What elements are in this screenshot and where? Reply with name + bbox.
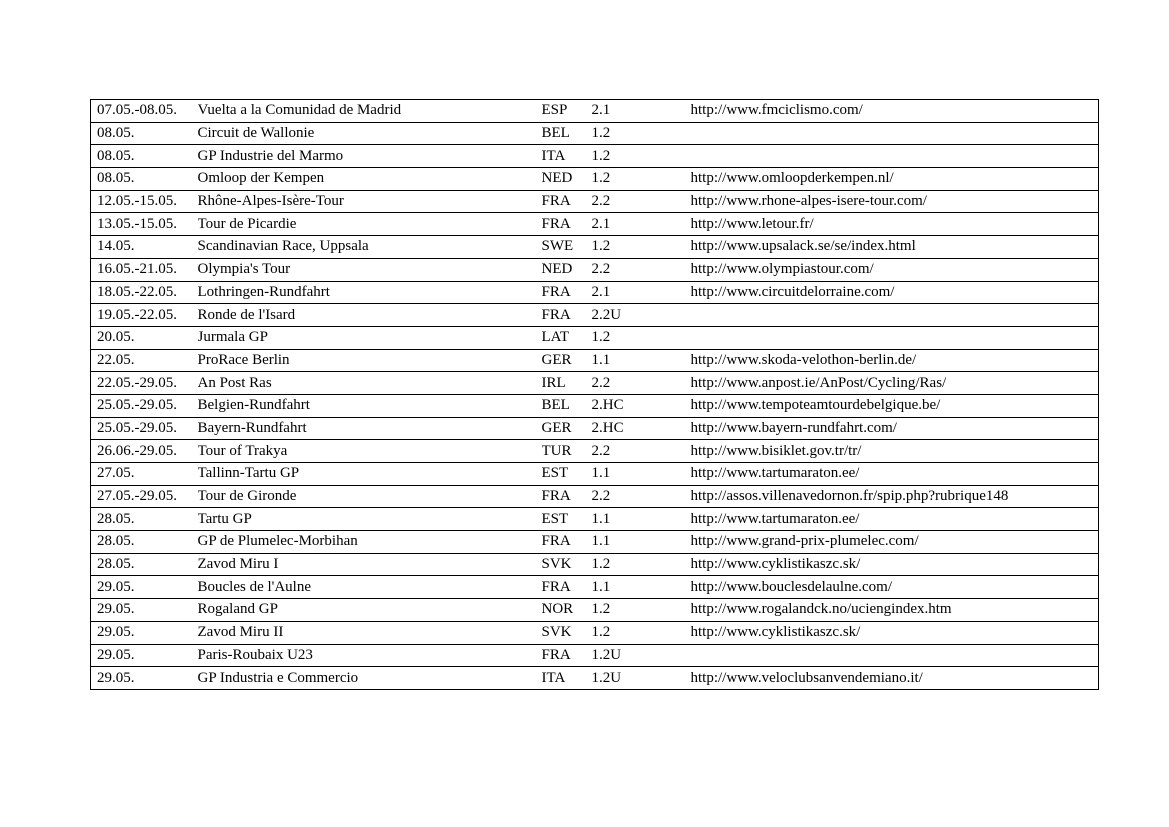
race-date: 08.05.: [91, 145, 198, 168]
race-class: 2.HC: [592, 417, 691, 440]
race-url[interactable]: http://www.tartumaraton.ee/: [691, 508, 1099, 531]
race-name: Tartu GP: [198, 508, 542, 531]
race-calendar-table: [90, 99, 1099, 690]
race-class: 2.2: [592, 372, 691, 395]
race-class: 1.2: [592, 168, 691, 191]
race-url[interactable]: http://www.skoda-velothon-berlin.de/: [691, 349, 1099, 372]
race-url: [691, 122, 1099, 145]
race-country: ITA: [542, 667, 592, 690]
race-url: [691, 304, 1099, 327]
table-row: [91, 599, 1099, 622]
race-class: 1.2U: [592, 644, 691, 667]
race-country: NOR: [542, 599, 592, 622]
race-date: 29.05.: [91, 667, 198, 690]
race-rows: [91, 100, 1099, 690]
race-name: Boucles de l'Aulne: [198, 576, 542, 599]
race-name: Paris-Roubaix U23: [198, 644, 542, 667]
race-class: 2.2U: [592, 304, 691, 327]
race-name: Tour de Gironde: [198, 485, 542, 508]
race-class: 2.2: [592, 485, 691, 508]
race-url[interactable]: http://www.tartumaraton.ee/: [691, 463, 1099, 486]
race-date: 08.05.: [91, 168, 198, 191]
race-url[interactable]: http://www.fmciclismo.com/: [691, 100, 1099, 123]
race-name: Omloop der Kempen: [198, 168, 542, 191]
race-url[interactable]: http://www.olympiastour.com/: [691, 258, 1099, 281]
race-name: Tallinn-Tartu GP: [198, 463, 542, 486]
race-country: FRA: [542, 644, 592, 667]
race-url[interactable]: http://www.upsalack.se/se/index.html: [691, 236, 1099, 259]
race-country: SWE: [542, 236, 592, 259]
table-row: [91, 644, 1099, 667]
table-row: [91, 463, 1099, 486]
table-row: [91, 190, 1099, 213]
race-name: Lothringen-Rundfahrt: [198, 281, 542, 304]
race-url[interactable]: http://www.bayern-rundfahrt.com/: [691, 417, 1099, 440]
race-date: 29.05.: [91, 621, 198, 644]
table-row: [91, 576, 1099, 599]
race-date: 13.05.-15.05.: [91, 213, 198, 236]
table-row: [91, 349, 1099, 372]
race-name: Jurmala GP: [198, 326, 542, 349]
race-name: Belgien-Rundfahrt: [198, 394, 542, 417]
race-country: BEL: [542, 122, 592, 145]
race-name: Zavod Miru I: [198, 553, 542, 576]
table-row: [91, 531, 1099, 554]
table-row: [91, 258, 1099, 281]
table-row: [91, 122, 1099, 145]
race-country: FRA: [542, 304, 592, 327]
race-url[interactable]: http://www.rogalandck.no/uciengindex.htm: [691, 599, 1099, 622]
race-class: 1.2: [592, 236, 691, 259]
race-class: 1.2: [592, 122, 691, 145]
race-class: 2.HC: [592, 394, 691, 417]
race-name: Rhône-Alpes-Isère-Tour: [198, 190, 542, 213]
race-name: Zavod Miru II: [198, 621, 542, 644]
table-row: [91, 553, 1099, 576]
race-url[interactable]: http://www.rhone-alpes-isere-tour.com/: [691, 190, 1099, 213]
race-name: Rogaland GP: [198, 599, 542, 622]
race-country: FRA: [542, 576, 592, 599]
race-country: FRA: [542, 281, 592, 304]
race-country: EST: [542, 508, 592, 531]
race-date: 27.05.-29.05.: [91, 485, 198, 508]
race-name: Tour of Trakya: [198, 440, 542, 463]
race-url[interactable]: http://www.tempoteamtourdebelgique.be/: [691, 394, 1099, 417]
race-country: ESP: [542, 100, 592, 123]
table-row: [91, 281, 1099, 304]
race-date: 26.06.-29.05.: [91, 440, 198, 463]
race-name: Circuit de Wallonie: [198, 122, 542, 145]
race-class: 2.1: [592, 100, 691, 123]
race-date: 25.05.-29.05.: [91, 417, 198, 440]
race-country: BEL: [542, 394, 592, 417]
race-url[interactable]: http://www.letour.fr/: [691, 213, 1099, 236]
race-class: 2.2: [592, 190, 691, 213]
race-url[interactable]: http://www.cyklistikaszc.sk/: [691, 553, 1099, 576]
table-row: [91, 145, 1099, 168]
race-country: SVK: [542, 621, 592, 644]
race-country: EST: [542, 463, 592, 486]
race-url[interactable]: http://www.bouclesdelaulne.com/: [691, 576, 1099, 599]
race-class: 1.1: [592, 576, 691, 599]
race-country: LAT: [542, 326, 592, 349]
race-class: 2.1: [592, 213, 691, 236]
race-class: 1.1: [592, 349, 691, 372]
race-name: GP Industria e Commercio: [198, 667, 542, 690]
table-row: [91, 304, 1099, 327]
race-name: GP de Plumelec-Morbihan: [198, 531, 542, 554]
race-url[interactable]: http://assos.villenavedornon.fr/spip.php?rubrique148: [691, 485, 1099, 508]
race-date: 20.05.: [91, 326, 198, 349]
table-row: [91, 440, 1099, 463]
table-row: [91, 621, 1099, 644]
race-url[interactable]: http://www.anpost.ie/AnPost/Cycling/Ras/: [691, 372, 1099, 395]
race-class: 2.2: [592, 440, 691, 463]
race-name: Ronde de l'Isard: [198, 304, 542, 327]
race-country: IRL: [542, 372, 592, 395]
race-country: ITA: [542, 145, 592, 168]
race-date: 08.05.: [91, 122, 198, 145]
table-row: [91, 236, 1099, 259]
race-country: GER: [542, 349, 592, 372]
race-url: [691, 145, 1099, 168]
race-class: 1.2: [592, 621, 691, 644]
race-url: [691, 644, 1099, 667]
race-url[interactable]: http://www.circuitdelorraine.com/: [691, 281, 1099, 304]
race-date: 29.05.: [91, 576, 198, 599]
race-country: TUR: [542, 440, 592, 463]
race-name: Scandinavian Race, Uppsala: [198, 236, 542, 259]
race-country: SVK: [542, 553, 592, 576]
race-country: FRA: [542, 485, 592, 508]
race-date: 18.05.-22.05.: [91, 281, 198, 304]
race-name: Olympia's Tour: [198, 258, 542, 281]
race-date: 16.05.-21.05.: [91, 258, 198, 281]
race-url[interactable]: http://www.grand-prix-plumelec.com/: [691, 531, 1099, 554]
race-date: 28.05.: [91, 553, 198, 576]
race-name: Bayern-Rundfahrt: [198, 417, 542, 440]
table-row: [91, 213, 1099, 236]
race-date: 25.05.-29.05.: [91, 394, 198, 417]
race-url[interactable]: http://www.omloopderkempen.nl/: [691, 168, 1099, 191]
race-country: FRA: [542, 190, 592, 213]
race-country: FRA: [542, 213, 592, 236]
table-row: [91, 326, 1099, 349]
race-url: [691, 326, 1099, 349]
race-class: 1.2: [592, 326, 691, 349]
race-date: 19.05.-22.05.: [91, 304, 198, 327]
race-class: 1.1: [592, 463, 691, 486]
race-date: 28.05.: [91, 508, 198, 531]
table-row: [91, 667, 1099, 690]
race-country: NED: [542, 168, 592, 191]
race-class: 1.2: [592, 145, 691, 168]
race-name: GP Industrie del Marmo: [198, 145, 542, 168]
race-class: 2.2: [592, 258, 691, 281]
race-class: 1.2: [592, 599, 691, 622]
race-date: 27.05.: [91, 463, 198, 486]
race-class: 1.2: [592, 553, 691, 576]
race-class: 1.1: [592, 508, 691, 531]
table-row: [91, 372, 1099, 395]
race-date: 14.05.: [91, 236, 198, 259]
race-class: 1.1: [592, 531, 691, 554]
race-class: 2.1: [592, 281, 691, 304]
race-date: 28.05.: [91, 531, 198, 554]
race-name: Tour de Picardie: [198, 213, 542, 236]
race-date: 29.05.: [91, 644, 198, 667]
race-date: 12.05.-15.05.: [91, 190, 198, 213]
race-country: GER: [542, 417, 592, 440]
race-class: 1.2U: [592, 667, 691, 690]
race-country: FRA: [542, 531, 592, 554]
race-country: NED: [542, 258, 592, 281]
race-name: Vuelta a la Comunidad de Madrid: [198, 100, 542, 123]
table-row: [91, 100, 1099, 123]
race-url[interactable]: http://www.veloclubsanvendemiano.it/: [691, 667, 1099, 690]
race-url[interactable]: http://www.cyklistikaszc.sk/: [691, 621, 1099, 644]
race-date: 22.05.: [91, 349, 198, 372]
race-date: 29.05.: [91, 599, 198, 622]
race-name: ProRace Berlin: [198, 349, 542, 372]
race-date: 22.05.-29.05.: [91, 372, 198, 395]
race-date: 07.05.-08.05.: [91, 100, 198, 123]
race-url[interactable]: http://www.bisiklet.gov.tr/tr/: [691, 440, 1099, 463]
table-row: [91, 508, 1099, 531]
table-row: [91, 394, 1099, 417]
table-row: [91, 485, 1099, 508]
table-row: [91, 417, 1099, 440]
table-row: [91, 168, 1099, 191]
race-name: An Post Ras: [198, 372, 542, 395]
